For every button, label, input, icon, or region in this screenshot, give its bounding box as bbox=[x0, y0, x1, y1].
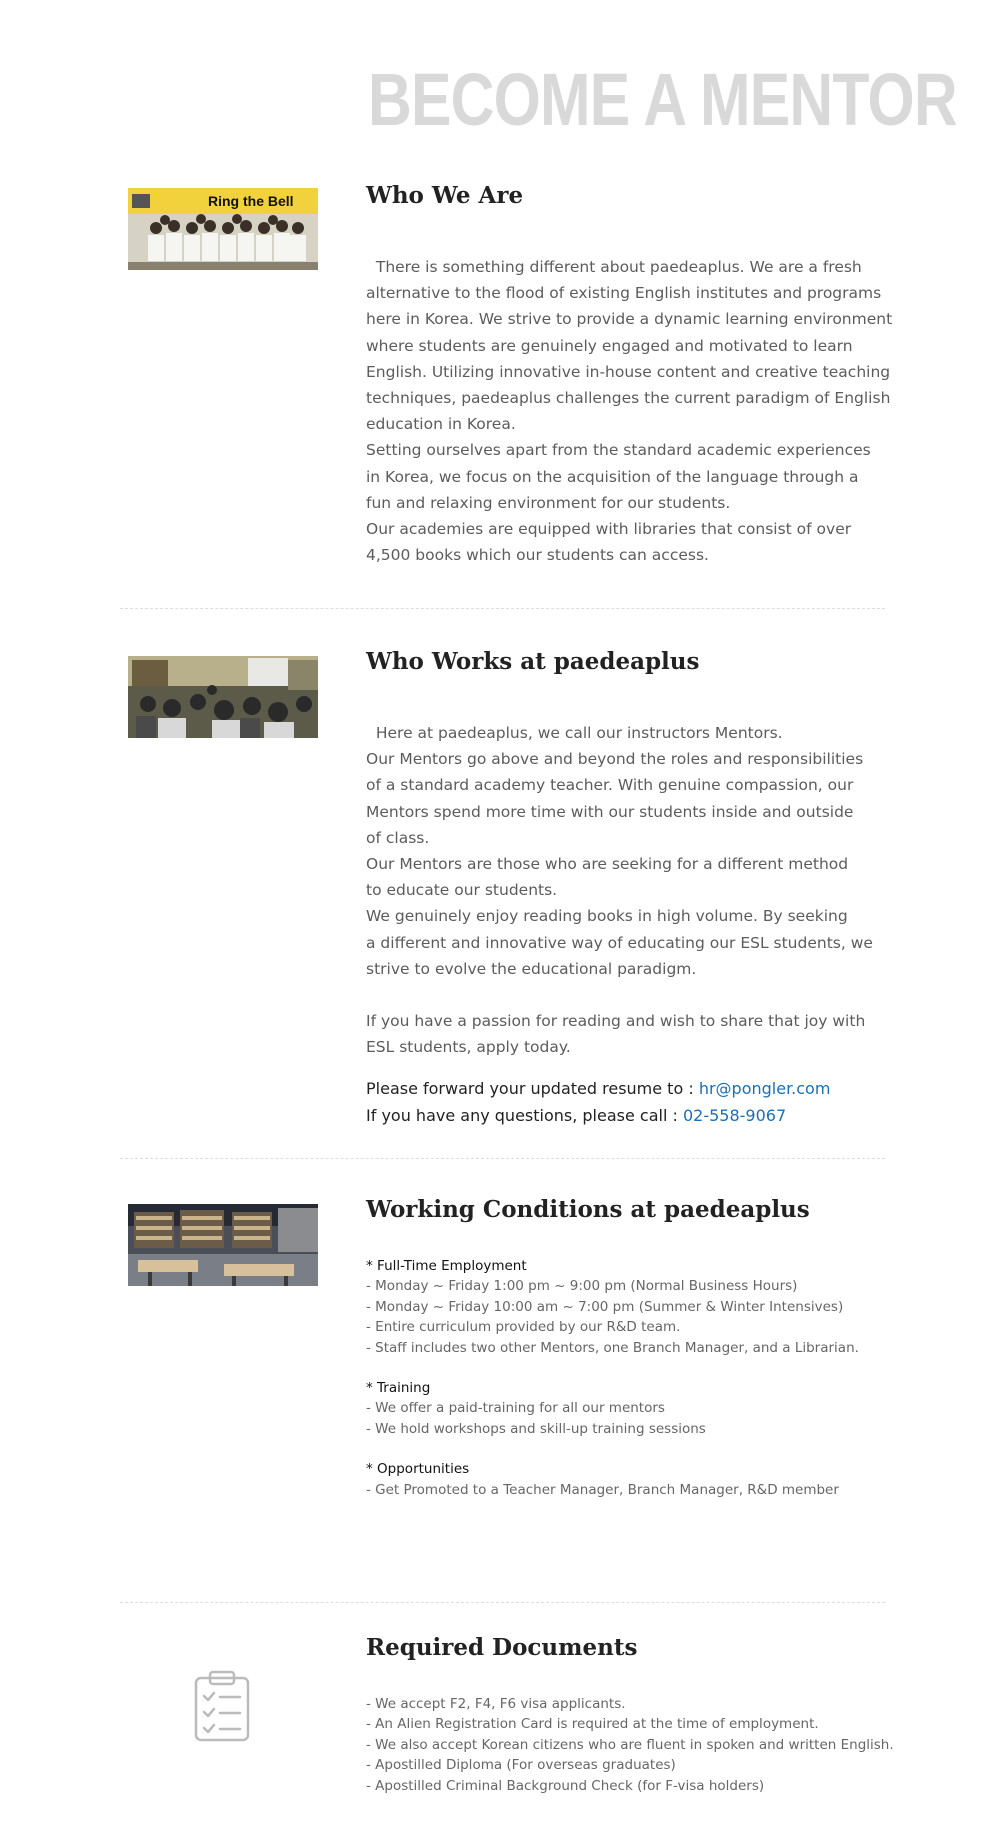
list-item: - We also accept Korean citizens who are fluent in spoken and written English. bbox=[366, 1736, 894, 1753]
section-title: Working Conditions at paedeaplus bbox=[366, 1196, 810, 1223]
group-heading: * Full-Time Employment bbox=[366, 1258, 527, 1274]
list-item: - An Alien Registration Card is required at the time of employment. bbox=[366, 1716, 819, 1733]
list-item: - We offer a paid-training for all our mentors bbox=[366, 1400, 665, 1417]
section-divider bbox=[120, 1158, 885, 1159]
body-line: English. Utilizing innovative in-house content and creative teaching bbox=[366, 362, 891, 381]
email-link[interactable]: hr@pongler.com bbox=[698, 1079, 831, 1099]
call-line bbox=[366, 1103, 886, 1130]
classroom-photo bbox=[128, 656, 318, 738]
section-divider bbox=[120, 608, 885, 609]
photo-banner-text: Ring the Bell bbox=[208, 193, 294, 209]
conditions-list bbox=[366, 1256, 886, 1500]
body-line: alternative to the flood of existing English institutes and programs bbox=[366, 284, 882, 303]
body-line: strive to evolve the educational paradigm. bbox=[366, 959, 697, 978]
group-heading: * Training bbox=[366, 1380, 431, 1397]
list-item: - Monday ~ Friday 10:00 am ~ 7:00 pm (Summer & Winter Intensives) bbox=[366, 1298, 844, 1315]
body-line: to educate our students. bbox=[366, 881, 558, 900]
list-item: - Entire curriculum provided by our R&D team. bbox=[366, 1319, 681, 1336]
section-title: Who We Are bbox=[366, 182, 524, 209]
body-line: education in Korea. bbox=[366, 415, 516, 434]
list-item: - Apostilled Criminal Background Check (for F-visa holders) bbox=[366, 1777, 765, 1794]
list-item: - We accept F2, F4, F6 visa applicants. bbox=[366, 1696, 626, 1712]
body-line: Mentors spend more time with our students inside and outside bbox=[366, 802, 854, 821]
documents-list bbox=[366, 1694, 894, 1796]
section-title: Who Works at paedeaplus bbox=[366, 648, 700, 675]
section-title: Required Documents bbox=[366, 1634, 638, 1661]
list-item: - Staff includes two other Mentors, one Branch Manager, and a Librarian. bbox=[366, 1339, 859, 1356]
body-line: where students are genuinely engaged and motivated to learn bbox=[366, 336, 853, 355]
body-line: Our academies are equipped with libraries that consist of over bbox=[366, 520, 852, 539]
body-line: Here at paedeaplus, we call our instructors Mentors. bbox=[366, 724, 783, 742]
phone-link[interactable]: 02-558-9067 bbox=[682, 1105, 787, 1125]
list-item: - Monday ~ Friday 1:00 pm ~ 9:00 pm (Normal Business Hours) bbox=[366, 1278, 798, 1295]
body-line: a different and innovative way of educating our ESL students, we bbox=[366, 933, 873, 952]
body-line: in Korea, we focus on the acquisition of the language through a bbox=[366, 467, 859, 486]
body-line: techniques, paedeaplus challenges the current paradigm of English bbox=[366, 389, 891, 408]
list-item: - Apostilled Diploma (For overseas graduates) bbox=[366, 1757, 676, 1774]
academy-interior-photo bbox=[128, 1204, 318, 1286]
body-line: here in Korea. We strive to provide a dynamic learning environment bbox=[366, 310, 893, 329]
resume-label: Please forward your updated resume to : bbox=[366, 1079, 699, 1099]
resume-line bbox=[366, 1076, 886, 1103]
body-line bbox=[366, 982, 886, 1008]
section-body bbox=[366, 254, 893, 568]
page-hero-title: BECOME A MENTOR bbox=[368, 58, 957, 141]
call-label: If you have any questions, please call : bbox=[366, 1105, 683, 1125]
contact-block bbox=[366, 1076, 886, 1129]
body-line: Our Mentors go above and beyond the roles and responsibilities bbox=[366, 750, 864, 769]
who-we-are-photo bbox=[128, 188, 318, 270]
body-line: 4,500 books which our students can access. bbox=[366, 546, 709, 565]
clipboard-checklist-icon bbox=[192, 1670, 252, 1742]
body-line: If you have a passion for reading and wish to share that joy with bbox=[366, 1012, 866, 1031]
body-line: of class. bbox=[366, 828, 430, 847]
body-line: Setting ourselves apart from the standard academic experiences bbox=[366, 441, 871, 460]
body-line: fun and relaxing environment for our students. bbox=[366, 493, 731, 512]
section-body bbox=[366, 720, 886, 1060]
body-line: of a standard academy teacher. With genuine compassion, our bbox=[366, 776, 854, 795]
section-divider bbox=[120, 1602, 885, 1603]
body-line: We genuinely enjoy reading books in high volume. By seeking bbox=[366, 907, 848, 926]
body-line: There is something different about paedeaplus. We are a fresh bbox=[366, 258, 862, 276]
group-heading: * Opportunities bbox=[366, 1461, 470, 1478]
body-line: ESL students, apply today. bbox=[366, 1038, 571, 1057]
list-item: - Get Promoted to a Teacher Manager, Branch Manager, R&D member bbox=[366, 1481, 839, 1498]
list-item: - We hold workshops and skill-up training sessions bbox=[366, 1420, 706, 1437]
body-line: Our Mentors are those who are seeking for a different method bbox=[366, 855, 849, 874]
